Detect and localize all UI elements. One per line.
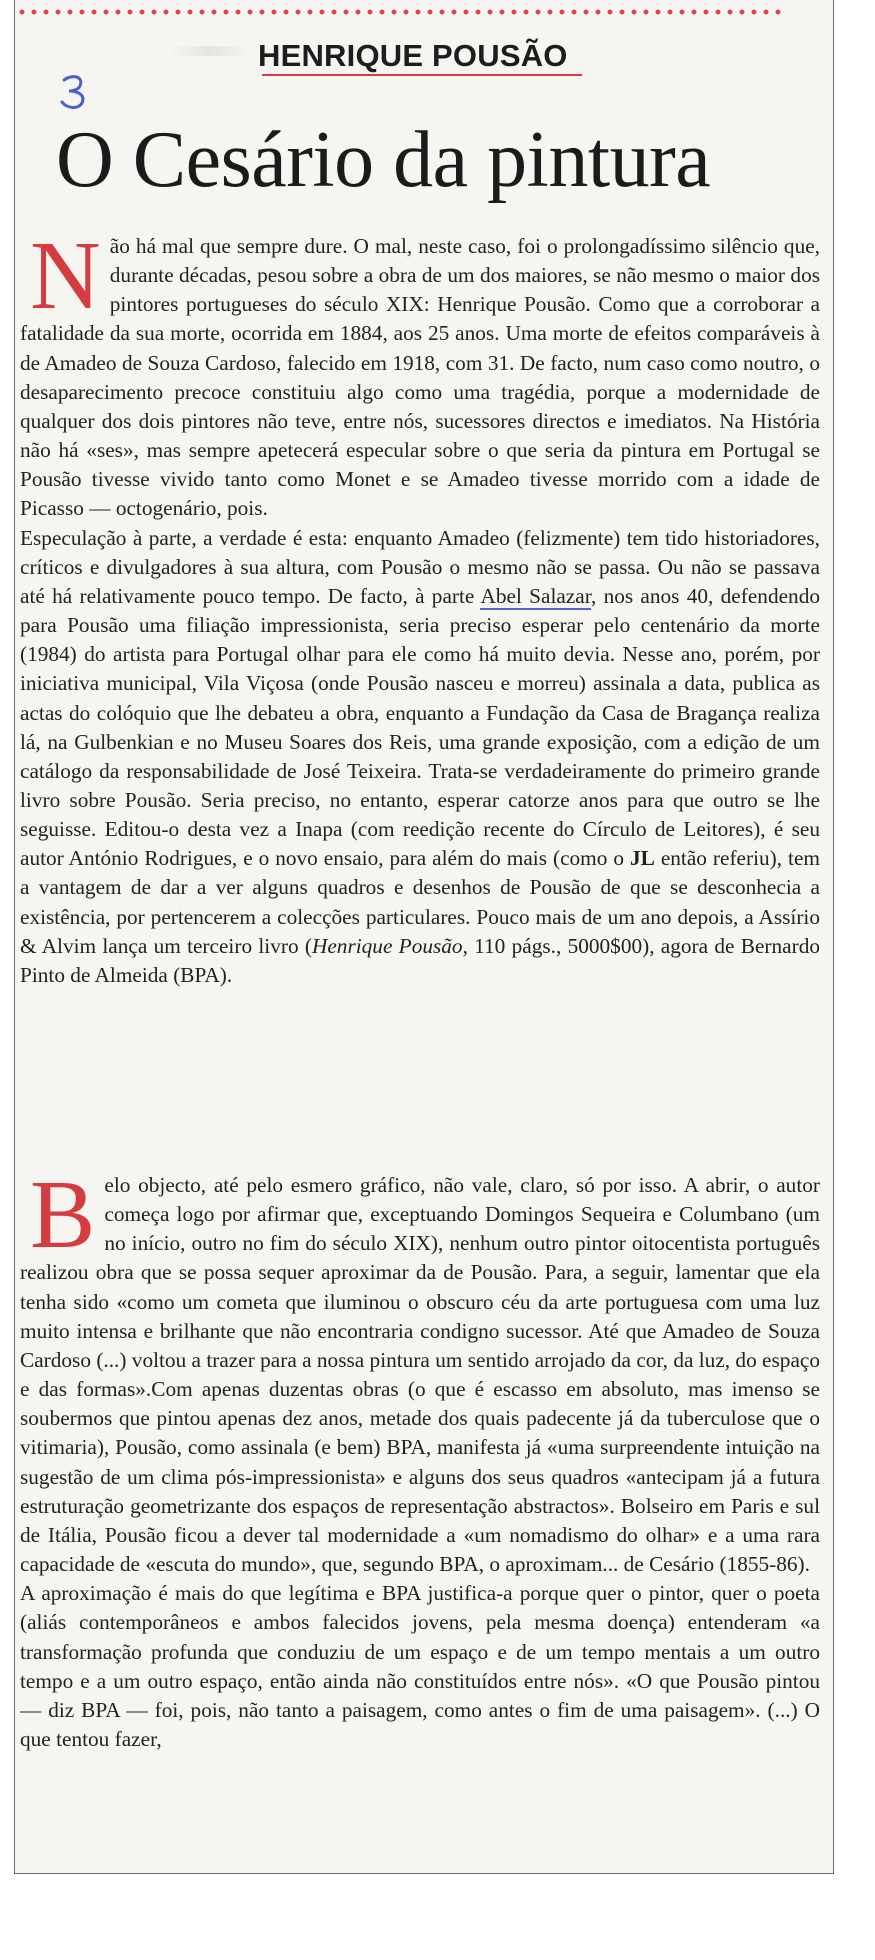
paragraph-2-text-a: Especulação à parte, a verdade é esta: enquanto Amadeo (felizmente) tem tido historiadores, críticos e divulgadores à sua altura, com Pousão o mesmo não se passa. Ou não se passava até há relativamente pouco tempo. De facto, à parte — [20, 525, 820, 608]
decorative-dot-border — [16, 8, 786, 16]
drop-cap-b: B — [30, 1161, 96, 1269]
handwritten-number-mark — [58, 72, 94, 112]
paragraph-4: A aproximação é mais do que legítima e BPA justifica-a porque quer o pintor, quer o poeta (aliás contemporâneos e ambos falecidos jovens, pela mesma doença) entenderam «a transformação profunda que conduziu de um espaço e de um tempo mentais a um outro tempo e a um outro espaço, então ainda não constituídos entre nós». «O que Pousão pintou — diz BPA — foi, pois, não tanto a paisagem, como antes o fim de uma paisagem». (...) O que tentou fazer, — [20, 1581, 820, 1751]
paragraph-2 — [20, 524, 820, 991]
kicker-underline — [262, 74, 582, 76]
jl-reference: JL — [629, 846, 655, 871]
drop-cap-n: N — [30, 222, 101, 330]
article-body-part-1 — [20, 222, 820, 990]
paragraph-3-text: elo objecto, até pelo esmero gráfico, não vale, claro, só por isso. A abrir, o autor começa logo por afirmar que, exceptuando Domingos Sequeira e Columbano (um no início, outro no fim do século XIX), nenhum outro pintor oitocentista português realizou obra que se possa sequer aproximar da de Pousão. Para, a seguir, lamentar que ela tenha sido «como um cometa que iluminou o obscuro céu da arte portuguesa com uma luz muito intensa e brilhante que não encontraria condigno sucessor. Até que Amadeo de Souza Cardoso (...) voltou a trazer para a nossa pintura um sentido arrojado da cor, da luz, do espaço e das formas».Com apenas duzentas obras (o que é escasso em absoluto, mas imenso se soubermos que pintou apenas dez anos, metade dos quais padecente já da tuberculose que o vitimaria), Pousão, como assinala (e bem) BPA, manifesta já «uma surpreendente intuição na sugestão de um clima pós-impressionista» e alguns dos seus quadros «antecipam já a futura estruturação geometrizante dos espaços de representação abstractos». Bolseiro em Paris e sul de Itália, Pousão ficou a dever tal modernidade a «um nomadismo do olhar» e a uma rara capacidade de «escuta do mundo», que, segundo BPA, o aproximam... de Cesário (1855-86). — [20, 1173, 820, 1577]
section-kicker: HENRIQUE POUSÃO — [258, 38, 568, 73]
book-title: Henrique Pousão — [311, 933, 463, 958]
paragraph-1-text: ão há mal que sempre dure. O mal, neste caso, foi o prolongadíssimo silêncio que, durante décadas, pesou sobre a obra de um dos maiores, se não mesmo o maior dos pintores portugueses do século XIX: Henrique Pousão. Como que a corroborar a fatalidade da sua morte, ocorrida em 1884, aos 25 anos. Uma morte de efeitos comparáveis à de Amadeo de Souza Cardoso, falecido em 1918, com 31. De facto, num caso como noutro, o desaparecimento precoce constituiu algo como uma tragédia, porque a modernidade de qualquer dos dois pintores não teve, entre nós, sucessores directos e imediatos. Na História não há «ses», mas sempre apetecerá especular sobre o que seria da pintura em Portugal se Pousão tivesse vivido tanto como Monet e se Amadeo tivesse morrido com a idade de Picasso — octogenário, pois. — [20, 234, 820, 521]
paragraph-1 — [20, 222, 820, 524]
paragraph-2-text-d: , 110 págs., 5000$00), agora de Bernardo Pinto de Almeida (BPA). — [20, 933, 820, 987]
print-smudge — [170, 46, 250, 56]
paragraph-3 — [20, 1161, 820, 1579]
article-body-part-2 — [20, 1161, 820, 1754]
underlined-name: Abel Salazar — [480, 583, 591, 608]
headline: O Cesário da pintura — [56, 116, 711, 204]
paragraph-2-text-c: então referiu), tem a vantagem de dar a ver alguns quadros e desenhos de Pousão de que se desconhecia a existência, por pertencerem a colecções particulares. Pouco mais de um ano depois, a Assírio & Alvim lança um terceiro livro ( — [20, 846, 820, 958]
paragraph-2-text-b: , nos anos 40, defendendo para Pousão uma filiação impressionista, seria preciso esperar pelo centenário da morte (1984) do artista para Portugal olhar para ele como há muito devia. Nesse ano, porém, por iniciativa municipal, Vila Viçosa (onde Pousão nasceu e morreu) assinala a data, publica as actas do colóquio que lhe debateu a obra, enquanto a Fundação da Casa de Bragança realiza lá, na Gulbenkian e no Museu Soares dos Reis, uma grande exposição, com a edição de um catálogo da responsabilidade de José Teixeira. Trata-se verdadeiramente do primeiro grande livro sobre Pousão. Seria preciso, no entanto, esperar catorze anos para que outro se lhe seguisse. Editou-o desta vez a Inapa (com reedição recente do Círculo de Leitores), é seu autor António Rodrigues, e o novo ensaio, para além do mais (como o — [20, 583, 820, 871]
